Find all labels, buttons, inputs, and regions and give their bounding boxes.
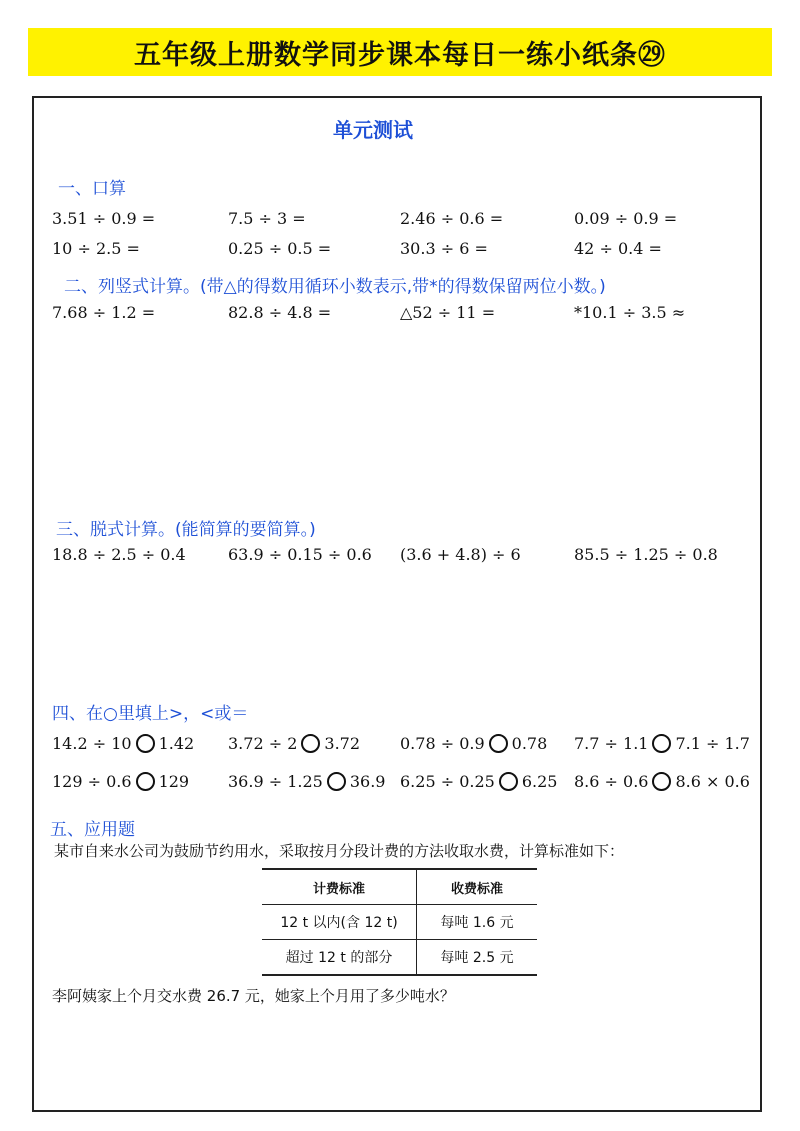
unit-title: 单元测试 bbox=[333, 118, 413, 142]
answer-circle[interactable] bbox=[327, 772, 346, 791]
compare-left: 6.25 ÷ 0.25 bbox=[400, 772, 495, 791]
compare-right: 0.78 bbox=[511, 734, 548, 753]
step-calc-item: 63.9 ÷ 0.15 ÷ 0.6 bbox=[228, 545, 372, 564]
section-3-heading: 三、脱式计算。(能简算的要简算。) bbox=[56, 520, 316, 540]
compare-right: 7.1 ÷ 1.7 bbox=[675, 734, 750, 753]
fee-table-header: 收费标准 bbox=[417, 869, 538, 905]
oral-calc-item: 3.51 ÷ 0.9 = bbox=[52, 209, 156, 228]
compare-right: 1.42 bbox=[158, 734, 195, 753]
table-row bbox=[262, 940, 537, 976]
compare-left: 14.2 ÷ 10 bbox=[52, 734, 132, 753]
section-1-heading: 一、口算 bbox=[58, 179, 126, 199]
compare-item bbox=[574, 772, 750, 791]
oral-calc-item: 0.25 ÷ 0.5 = bbox=[228, 239, 332, 258]
oral-calc-item: 30.3 ÷ 6 = bbox=[400, 239, 488, 258]
compare-item bbox=[574, 734, 750, 753]
vertical-calc-item: *10.1 ÷ 3.5 ≈ bbox=[574, 303, 686, 322]
answer-circle[interactable] bbox=[301, 734, 320, 753]
oral-calc-item: 2.46 ÷ 0.6 = bbox=[400, 209, 504, 228]
compare-item bbox=[400, 772, 557, 791]
fee-table-header: 计费标准 bbox=[262, 869, 417, 905]
problem-intro: 某市自来水公司为鼓励节约用水，采取按月分段计费的方法收取水费，计算标准如下： bbox=[54, 842, 625, 860]
oral-calc-item: 42 ÷ 0.4 = bbox=[574, 239, 662, 258]
answer-circle[interactable] bbox=[652, 772, 671, 791]
compare-left: 3.72 ÷ 2 bbox=[228, 734, 298, 753]
answer-circle[interactable] bbox=[499, 772, 518, 791]
answer-circle[interactable] bbox=[489, 734, 508, 753]
compare-right: 36.9 bbox=[349, 772, 386, 791]
compare-left: 8.6 ÷ 0.6 bbox=[574, 772, 649, 791]
compare-left: 7.7 ÷ 1.1 bbox=[574, 734, 649, 753]
compare-left: 129 ÷ 0.6 bbox=[52, 772, 132, 791]
compare-right: 8.6 × 0.6 bbox=[675, 772, 750, 791]
banner-title: 五年级上册数学同步课本每日一练小纸条㉙ bbox=[28, 28, 772, 76]
compare-right: 129 bbox=[158, 772, 190, 791]
fee-table-cell: 每吨 2.5 元 bbox=[417, 940, 538, 976]
vertical-calc-item: △52 ÷ 11 = bbox=[400, 303, 496, 322]
vertical-calc-item: 82.8 ÷ 4.8 = bbox=[228, 303, 332, 322]
section-4-heading: 四、在○里填上>，<或＝ bbox=[52, 704, 249, 724]
fee-table-cell: 超过 12 t 的部分 bbox=[262, 940, 417, 976]
oral-calc-item: 7.5 ÷ 3 = bbox=[228, 209, 306, 228]
step-calc-item: (3.6 + 4.8) ÷ 6 bbox=[400, 545, 521, 564]
section-2-heading: 二、列竖式计算。(带△的得数用循环小数表示,带*的得数保留两位小数。) bbox=[64, 277, 606, 297]
table-row bbox=[262, 905, 537, 940]
compare-right: 3.72 bbox=[324, 734, 361, 753]
answer-circle[interactable] bbox=[136, 772, 155, 791]
fee-table bbox=[262, 868, 537, 976]
compare-item bbox=[52, 734, 194, 753]
compare-item bbox=[400, 734, 547, 753]
fee-table-cell: 每吨 1.6 元 bbox=[417, 905, 538, 940]
compare-item bbox=[52, 772, 189, 791]
vertical-calc-item: 7.68 ÷ 1.2 = bbox=[52, 303, 156, 322]
compare-left: 0.78 ÷ 0.9 bbox=[400, 734, 485, 753]
compare-right: 6.25 bbox=[521, 772, 558, 791]
compare-left: 36.9 ÷ 1.25 bbox=[228, 772, 323, 791]
compare-item bbox=[228, 734, 360, 753]
answer-circle[interactable] bbox=[136, 734, 155, 753]
step-calc-item: 85.5 ÷ 1.25 ÷ 0.8 bbox=[574, 545, 718, 564]
problem-question: 李阿姨家上个月交水费 26.7 元，她家上个月用了多少吨水？ bbox=[52, 987, 455, 1005]
section-5-heading: 五、应用题 bbox=[50, 820, 135, 840]
oral-calc-item: 10 ÷ 2.5 = bbox=[52, 239, 140, 258]
answer-circle[interactable] bbox=[652, 734, 671, 753]
oral-calc-item: 0.09 ÷ 0.9 = bbox=[574, 209, 678, 228]
compare-item bbox=[228, 772, 385, 791]
step-calc-item: 18.8 ÷ 2.5 ÷ 0.4 bbox=[52, 545, 186, 564]
fee-table-cell: 12 t 以内(含 12 t) bbox=[262, 905, 417, 940]
